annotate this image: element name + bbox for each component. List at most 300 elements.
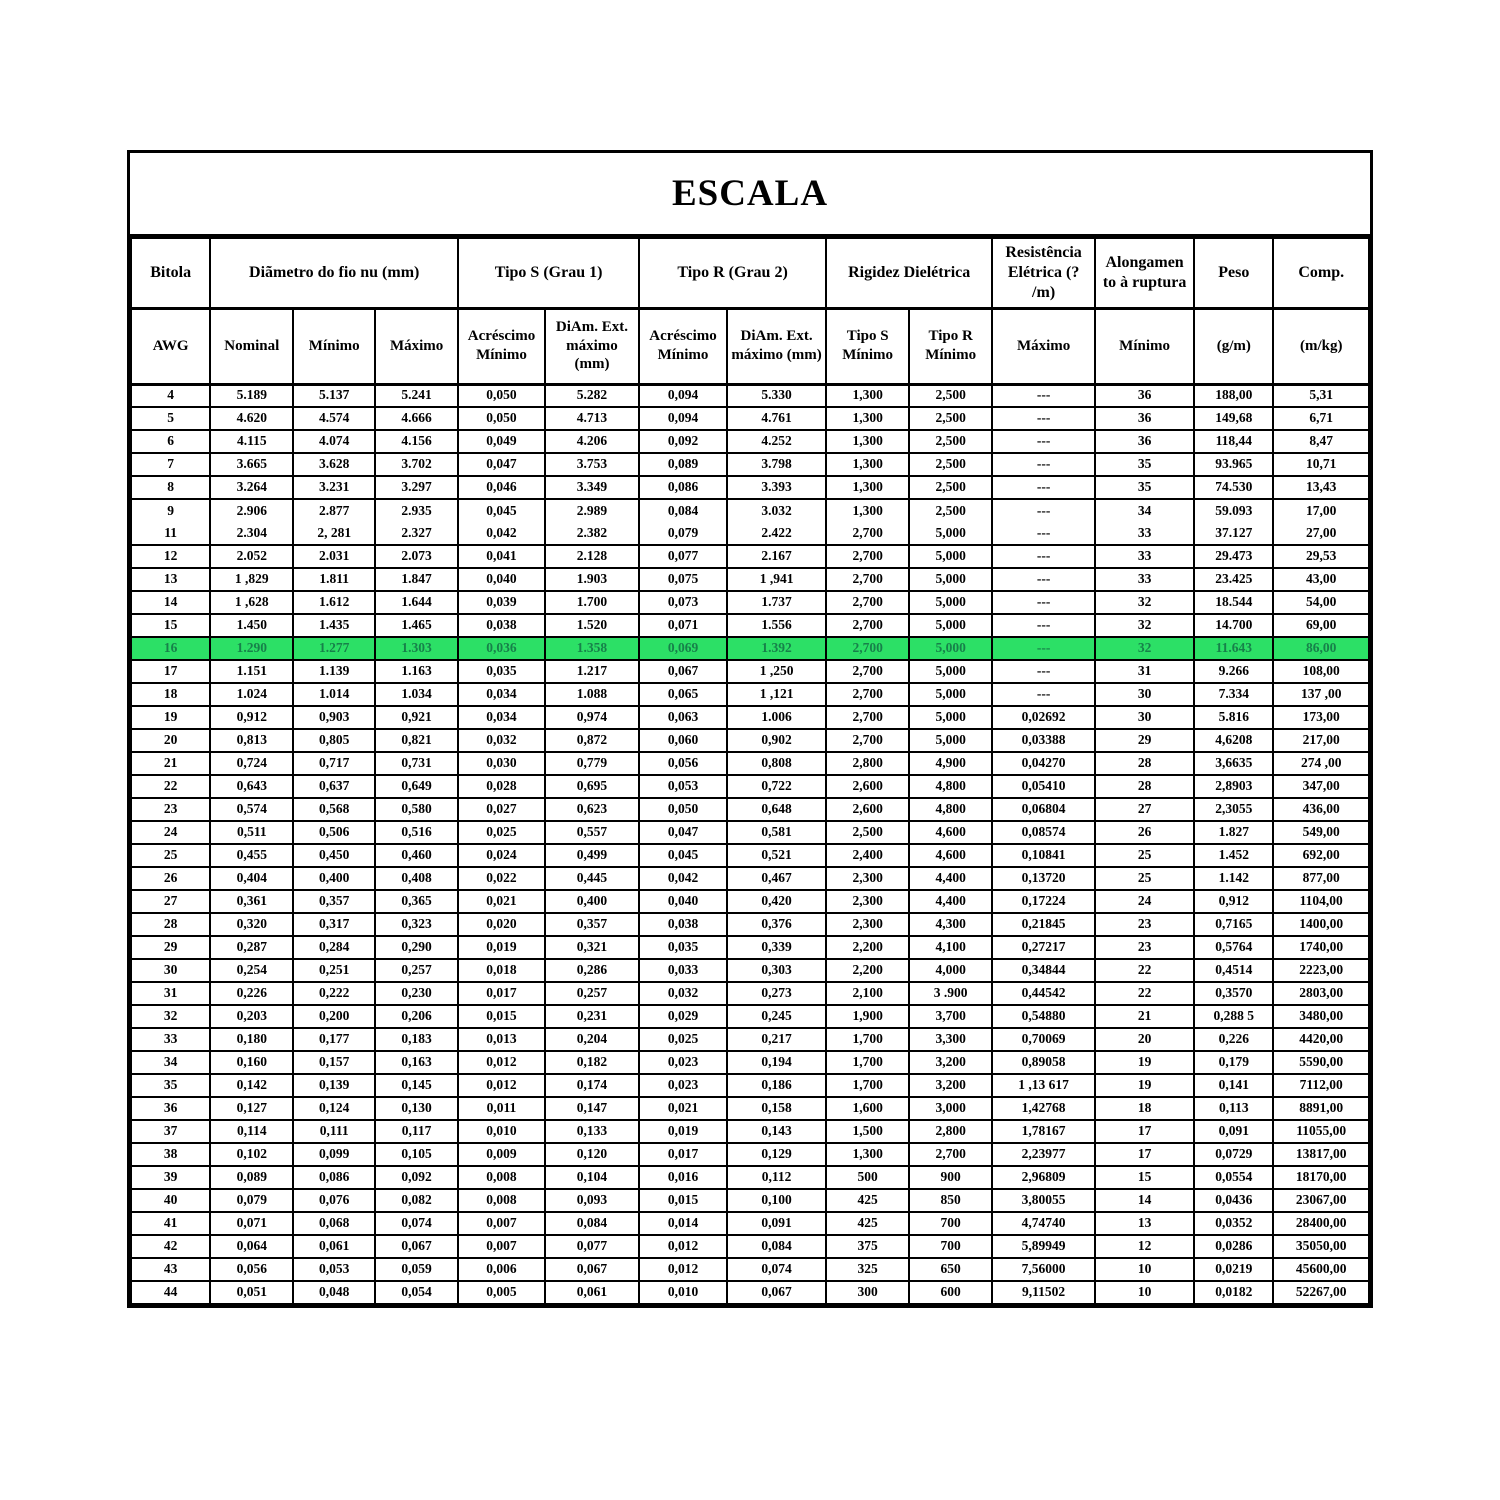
table-cell: 0,323 — [375, 913, 458, 936]
awg-cell: 22 — [131, 775, 210, 798]
table-cell: 0,0729 — [1194, 1143, 1273, 1166]
table-cell: 1,42768 — [992, 1097, 1095, 1120]
table-cell: 0,114 — [210, 1120, 293, 1143]
table-cell: 0,273 — [727, 982, 826, 1005]
table-cell: --- — [992, 614, 1095, 637]
table-cell: 4,800 — [909, 798, 992, 821]
table-cell: 0,912 — [1194, 890, 1273, 913]
table-cell: 0,203 — [210, 1005, 293, 1028]
table-cell: 3 .900 — [909, 982, 992, 1005]
table-cell: --- — [992, 637, 1095, 660]
table-cell: 1 ,121 — [727, 683, 826, 706]
table-row — [131, 729, 1369, 752]
table-cell: 1 ,13 617 — [992, 1074, 1095, 1097]
table-cell: 4.074 — [293, 430, 375, 453]
table-cell: 0,0182 — [1194, 1281, 1273, 1304]
table-cell: 0,017 — [639, 1143, 727, 1166]
table-cell: 33 — [1095, 522, 1194, 545]
table-cell: 54,00 — [1273, 591, 1369, 614]
table-cell: 18.544 — [1194, 591, 1273, 614]
table-cell: 3.349 — [545, 476, 639, 499]
table-cell: 0,420 — [727, 890, 826, 913]
awg-cell: 26 — [131, 867, 210, 890]
table-cell: 325 — [826, 1258, 909, 1281]
table-cell: 173,00 — [1273, 706, 1369, 729]
table-cell: 0,040 — [639, 890, 727, 913]
table-cell: 0,067 — [639, 660, 727, 683]
group-header-rigidez: Rigidez Dielétrica — [826, 238, 992, 308]
table-cell: 0,016 — [639, 1166, 727, 1189]
table-cell: 2,700 — [826, 614, 909, 637]
table-cell: --- — [992, 545, 1095, 568]
awg-cell: 16 — [131, 637, 210, 660]
table-cell: 0,147 — [545, 1097, 639, 1120]
table-cell: 0,450 — [293, 844, 375, 867]
table-cell: 14.700 — [1194, 614, 1273, 637]
table-cell: 0,177 — [293, 1028, 375, 1051]
table-cell: 0,157 — [293, 1051, 375, 1074]
table-row — [131, 683, 1369, 706]
table-cell: 13 — [1095, 1212, 1194, 1235]
table-row — [131, 1143, 1369, 1166]
awg-cell: 37 — [131, 1120, 210, 1143]
table-cell: 0,731 — [375, 752, 458, 775]
table-cell: 0,007 — [458, 1212, 545, 1235]
table-cell: 0,251 — [293, 959, 375, 982]
table-cell: 43,00 — [1273, 568, 1369, 591]
table-cell: 5590,00 — [1273, 1051, 1369, 1074]
table-cell: 4,000 — [909, 959, 992, 982]
awg-cell: 42 — [131, 1235, 210, 1258]
table-cell: 12 — [1095, 1235, 1194, 1258]
table-cell: 0,194 — [727, 1051, 826, 1074]
table-cell: 0,036 — [458, 637, 545, 660]
table-cell: 0,89058 — [992, 1051, 1095, 1074]
table-cell: 0,05410 — [992, 775, 1095, 798]
table-cell: 1.520 — [545, 614, 639, 637]
table-cell: 3.702 — [375, 453, 458, 476]
table-row — [131, 1281, 1369, 1304]
table-cell: 3.297 — [375, 476, 458, 499]
table-cell: 4.156 — [375, 430, 458, 453]
col-header-along-minimo: Mínimo — [1095, 308, 1194, 384]
table-cell: 1,300 — [826, 384, 909, 407]
escala-table-sheet — [127, 150, 1373, 1308]
table-cell: 1 ,829 — [210, 568, 293, 591]
table-cell: 5,000 — [909, 591, 992, 614]
table-cell: 0,009 — [458, 1143, 545, 1166]
table-cell: 5,89949 — [992, 1235, 1095, 1258]
table-cell: 0,226 — [1194, 1028, 1273, 1051]
table-cell: 45600,00 — [1273, 1258, 1369, 1281]
table-cell: 0,007 — [458, 1235, 545, 1258]
table-cell: 0,21845 — [992, 913, 1095, 936]
table-cell: 0,061 — [545, 1281, 639, 1304]
table-cell: 2803,00 — [1273, 982, 1369, 1005]
table-cell: 0,317 — [293, 913, 375, 936]
table-cell: 2.906 — [210, 499, 293, 522]
table-cell: 0,174 — [545, 1074, 639, 1097]
table-cell: 2.935 — [375, 499, 458, 522]
awg-cell: 39 — [131, 1166, 210, 1189]
table-cell: 0,019 — [639, 1120, 727, 1143]
table-cell: 0,974 — [545, 706, 639, 729]
table-cell: 5,000 — [909, 683, 992, 706]
table-cell: 19 — [1095, 1051, 1194, 1074]
table-cell: 11.643 — [1194, 637, 1273, 660]
table-cell: 27,00 — [1273, 522, 1369, 545]
table-cell: 4,100 — [909, 936, 992, 959]
table-cell: 28400,00 — [1273, 1212, 1369, 1235]
table-cell: 0,074 — [375, 1212, 458, 1235]
table-cell: 5.137 — [293, 384, 375, 407]
table-cell: 0,094 — [639, 407, 727, 430]
table-cell: 26 — [1095, 821, 1194, 844]
table-cell: 4,74740 — [992, 1212, 1095, 1235]
awg-cell: 17 — [131, 660, 210, 683]
table-cell: 2,500 — [909, 499, 992, 522]
table-cell: 1,78167 — [992, 1120, 1095, 1143]
table-cell: 877,00 — [1273, 867, 1369, 890]
table-cell: 30 — [1095, 706, 1194, 729]
table-cell: 0,012 — [639, 1258, 727, 1281]
table-cell: 0,455 — [210, 844, 293, 867]
table-cell: 0,056 — [639, 752, 727, 775]
table-header — [131, 238, 1369, 384]
table-cell: 2,500 — [826, 821, 909, 844]
table-cell: 0,093 — [545, 1189, 639, 1212]
table-cell: 0,557 — [545, 821, 639, 844]
table-cell: 3.231 — [293, 476, 375, 499]
awg-cell: 41 — [131, 1212, 210, 1235]
table-row — [131, 453, 1369, 476]
table-cell: 0,034 — [458, 706, 545, 729]
table-cell: 0,028 — [458, 775, 545, 798]
table-row — [131, 867, 1369, 890]
table-cell: 2,300 — [826, 913, 909, 936]
table-cell: 0,521 — [727, 844, 826, 867]
table-cell: 0,035 — [639, 936, 727, 959]
table-cell: 0,100 — [727, 1189, 826, 1212]
table-cell: 0,038 — [458, 614, 545, 637]
table-cell: 32 — [1095, 614, 1194, 637]
table-cell: 7.334 — [1194, 683, 1273, 706]
col-header-acrescimo-r: Acréscimo Mínimo — [639, 308, 727, 384]
table-cell: 23 — [1095, 936, 1194, 959]
table-row — [131, 1005, 1369, 1028]
table-cell: 0,5764 — [1194, 936, 1273, 959]
table-row — [131, 775, 1369, 798]
awg-cell: 11 — [131, 522, 210, 545]
table-cell: 0,813 — [210, 729, 293, 752]
table-cell: 1.277 — [293, 637, 375, 660]
table-cell: 0,142 — [210, 1074, 293, 1097]
table-cell: 1 ,628 — [210, 591, 293, 614]
table-cell: 0,623 — [545, 798, 639, 821]
table-row — [131, 1212, 1369, 1235]
table-cell: 2.073 — [375, 545, 458, 568]
table-cell: 0,230 — [375, 982, 458, 1005]
table-row — [131, 752, 1369, 775]
table-cell: 217,00 — [1273, 729, 1369, 752]
table-cell: 1.556 — [727, 614, 826, 637]
table-cell: 2.989 — [545, 499, 639, 522]
table-cell: 0,014 — [639, 1212, 727, 1235]
table-cell: 9.266 — [1194, 660, 1273, 683]
table-cell: 500 — [826, 1166, 909, 1189]
table-cell: 4.206 — [545, 430, 639, 453]
table-cell: 1.465 — [375, 614, 458, 637]
table-cell: 0,226 — [210, 982, 293, 1005]
table-cell: 0,506 — [293, 821, 375, 844]
table-cell: 1.700 — [545, 591, 639, 614]
table-cell: 0,186 — [727, 1074, 826, 1097]
table-cell: 0,180 — [210, 1028, 293, 1051]
awg-cell: 9 — [131, 499, 210, 522]
table-cell: 1,300 — [826, 1143, 909, 1166]
table-cell: 17 — [1095, 1120, 1194, 1143]
table-cell: 0,158 — [727, 1097, 826, 1120]
table-cell: 0,050 — [458, 407, 545, 430]
table-row — [131, 959, 1369, 982]
table-cell: 1,300 — [826, 453, 909, 476]
table-cell: 0,581 — [727, 821, 826, 844]
table-cell: 18170,00 — [1273, 1166, 1369, 1189]
table-row — [131, 1097, 1369, 1120]
table-cell: 0,460 — [375, 844, 458, 867]
table-cell: 0,445 — [545, 867, 639, 890]
table-cell: 0,073 — [639, 591, 727, 614]
table-cell: 27 — [1095, 798, 1194, 821]
table-cell: 2,200 — [826, 936, 909, 959]
table-cell: 2.422 — [727, 522, 826, 545]
table-cell: 0,094 — [639, 384, 727, 407]
table-cell: 0,017 — [458, 982, 545, 1005]
table-cell: 0,065 — [639, 683, 727, 706]
table-cell: 0,400 — [545, 890, 639, 913]
table-cell: 0,183 — [375, 1028, 458, 1051]
table-cell: 0,222 — [293, 982, 375, 1005]
table-cell: 1.151 — [210, 660, 293, 683]
table-cell: 0,076 — [293, 1189, 375, 1212]
table-cell: 13817,00 — [1273, 1143, 1369, 1166]
table-cell: 0,050 — [639, 798, 727, 821]
table-cell: 0,0219 — [1194, 1258, 1273, 1281]
table-cell: 4.115 — [210, 430, 293, 453]
table-cell: 850 — [909, 1189, 992, 1212]
table-cell: 2,100 — [826, 982, 909, 1005]
table-cell: 1.142 — [1194, 867, 1273, 890]
table-cell: 4.666 — [375, 407, 458, 430]
table-cell: 3.665 — [210, 453, 293, 476]
table-cell: 35 — [1095, 453, 1194, 476]
table-cell: 0,643 — [210, 775, 293, 798]
table-cell: 29.473 — [1194, 545, 1273, 568]
table-cell: 2.128 — [545, 545, 639, 568]
awg-cell: 40 — [131, 1189, 210, 1212]
table-cell: 0,040 — [458, 568, 545, 591]
awg-cell: 44 — [131, 1281, 210, 1304]
awg-cell: 35 — [131, 1074, 210, 1097]
table-cell: 0,0286 — [1194, 1235, 1273, 1258]
table-cell: 0,303 — [727, 959, 826, 982]
awg-cell: 43 — [131, 1258, 210, 1281]
table-row — [131, 1051, 1369, 1074]
table-cell: 118,44 — [1194, 430, 1273, 453]
table-cell: 300 — [826, 1281, 909, 1304]
table-row — [131, 982, 1369, 1005]
table-cell: 0,179 — [1194, 1051, 1273, 1074]
table-cell: 1.827 — [1194, 821, 1273, 844]
table-cell: 28 — [1095, 775, 1194, 798]
table-cell: 0,365 — [375, 890, 458, 913]
table-cell: 0,204 — [545, 1028, 639, 1051]
table-cell: 0,54880 — [992, 1005, 1095, 1028]
table-cell: 2.382 — [545, 522, 639, 545]
table-cell: 108,00 — [1273, 660, 1369, 683]
table-cell: 0,0554 — [1194, 1166, 1273, 1189]
table-cell: 7112,00 — [1273, 1074, 1369, 1097]
table-cell: 1740,00 — [1273, 936, 1369, 959]
table-cell: 2.327 — [375, 522, 458, 545]
table-cell: 0,912 — [210, 706, 293, 729]
table-cell: 0,021 — [639, 1097, 727, 1120]
table-cell: 0,257 — [375, 959, 458, 982]
table-row — [131, 499, 1369, 522]
table-cell: 2,600 — [826, 775, 909, 798]
table-cell: 375 — [826, 1235, 909, 1258]
table-cell: 0,015 — [458, 1005, 545, 1028]
table-cell: 2,400 — [826, 844, 909, 867]
awg-cell: 33 — [131, 1028, 210, 1051]
group-header-tipo-s: Tipo S (Grau 1) — [458, 238, 639, 308]
table-cell: 4,300 — [909, 913, 992, 936]
table-row — [131, 568, 1369, 591]
table-cell: 30 — [1095, 683, 1194, 706]
table-row — [131, 1120, 1369, 1143]
table-cell: 3,200 — [909, 1074, 992, 1097]
table-row — [131, 384, 1369, 407]
table-cell: 2,800 — [909, 1120, 992, 1143]
table-cell: 4.620 — [210, 407, 293, 430]
table-cell: 3,80055 — [992, 1189, 1095, 1212]
table-cell: 0,254 — [210, 959, 293, 982]
table-cell: 1.024 — [210, 683, 293, 706]
table-cell: 0,013 — [458, 1028, 545, 1051]
table-cell: 5.330 — [727, 384, 826, 407]
table-cell: 0,005 — [458, 1281, 545, 1304]
table-cell: 2,500 — [909, 476, 992, 499]
table-row — [131, 706, 1369, 729]
table-cell: 0,516 — [375, 821, 458, 844]
table-cell: 0,722 — [727, 775, 826, 798]
table-cell: 11055,00 — [1273, 1120, 1369, 1143]
table-cell: 3,000 — [909, 1097, 992, 1120]
col-header-diam-ext-r: DiAm. Ext. máximo (mm) — [727, 308, 826, 384]
table-cell: 0,064 — [210, 1235, 293, 1258]
table-cell: 1.034 — [375, 683, 458, 706]
awg-cell: 24 — [131, 821, 210, 844]
table-cell: 0,163 — [375, 1051, 458, 1074]
table-cell: 0,077 — [545, 1235, 639, 1258]
table-cell: 5,000 — [909, 660, 992, 683]
table-cell: 0,717 — [293, 752, 375, 775]
table-cell: 19 — [1095, 1074, 1194, 1097]
table-cell: 0,084 — [639, 499, 727, 522]
table-cell: 1 ,250 — [727, 660, 826, 683]
table-cell: 0,029 — [639, 1005, 727, 1028]
table-cell: 0,133 — [545, 1120, 639, 1143]
table-cell: 36 — [1095, 384, 1194, 407]
awg-cell: 38 — [131, 1143, 210, 1166]
table-cell: 0,092 — [375, 1166, 458, 1189]
table-cell: 0,008 — [458, 1166, 545, 1189]
table-cell: 7,56000 — [992, 1258, 1095, 1281]
table-cell: 700 — [909, 1235, 992, 1258]
table-cell: 0,019 — [458, 936, 545, 959]
table-cell: 1,700 — [826, 1074, 909, 1097]
table-cell: 549,00 — [1273, 821, 1369, 844]
table-cell: 3.032 — [727, 499, 826, 522]
table-cell: 0,067 — [545, 1258, 639, 1281]
table-cell: 0,099 — [293, 1143, 375, 1166]
table-cell: 0,34844 — [992, 959, 1095, 982]
table-cell: 5,31 — [1273, 384, 1369, 407]
table-cell: 0,084 — [545, 1212, 639, 1235]
table-cell: 4,800 — [909, 775, 992, 798]
table-cell: 0,321 — [545, 936, 639, 959]
group-header-row — [131, 238, 1369, 308]
table-cell: 1.450 — [210, 614, 293, 637]
table-cell: 0,089 — [639, 453, 727, 476]
table-cell: 0,047 — [639, 821, 727, 844]
col-header-maximo: Máximo — [375, 308, 458, 384]
table-cell: 0,376 — [727, 913, 826, 936]
table-cell: 1.163 — [375, 660, 458, 683]
table-cell: 0,160 — [210, 1051, 293, 1074]
table-cell: 0,030 — [458, 752, 545, 775]
table-cell: 0,3570 — [1194, 982, 1273, 1005]
table-cell: 0,27217 — [992, 936, 1095, 959]
table-cell: 0,112 — [727, 1166, 826, 1189]
table-cell: 0,821 — [375, 729, 458, 752]
table-cell: 33 — [1095, 545, 1194, 568]
table-row — [131, 522, 1369, 545]
table-cell: 2,700 — [826, 660, 909, 683]
table-cell: 8891,00 — [1273, 1097, 1369, 1120]
table-cell: 2,700 — [826, 706, 909, 729]
table-cell: 69,00 — [1273, 614, 1369, 637]
table-cell: 5,000 — [909, 637, 992, 660]
table-cell: 0,041 — [458, 545, 545, 568]
awg-cell: 7 — [131, 453, 210, 476]
table-row — [131, 614, 1369, 637]
table-cell: 5,000 — [909, 522, 992, 545]
table-cell: 0,018 — [458, 959, 545, 982]
table-cell: 13,43 — [1273, 476, 1369, 499]
table-cell: 3.753 — [545, 453, 639, 476]
awg-cell: 15 — [131, 614, 210, 637]
table-cell: 0,574 — [210, 798, 293, 821]
table-cell: 1,900 — [826, 1005, 909, 1028]
table-row — [131, 1166, 1369, 1189]
table-cell: 2,500 — [909, 453, 992, 476]
awg-cell: 5 — [131, 407, 210, 430]
table-cell: 0,580 — [375, 798, 458, 821]
table-cell: 0,079 — [210, 1189, 293, 1212]
table-cell: 0,060 — [639, 729, 727, 752]
table-cell: 1.217 — [545, 660, 639, 683]
